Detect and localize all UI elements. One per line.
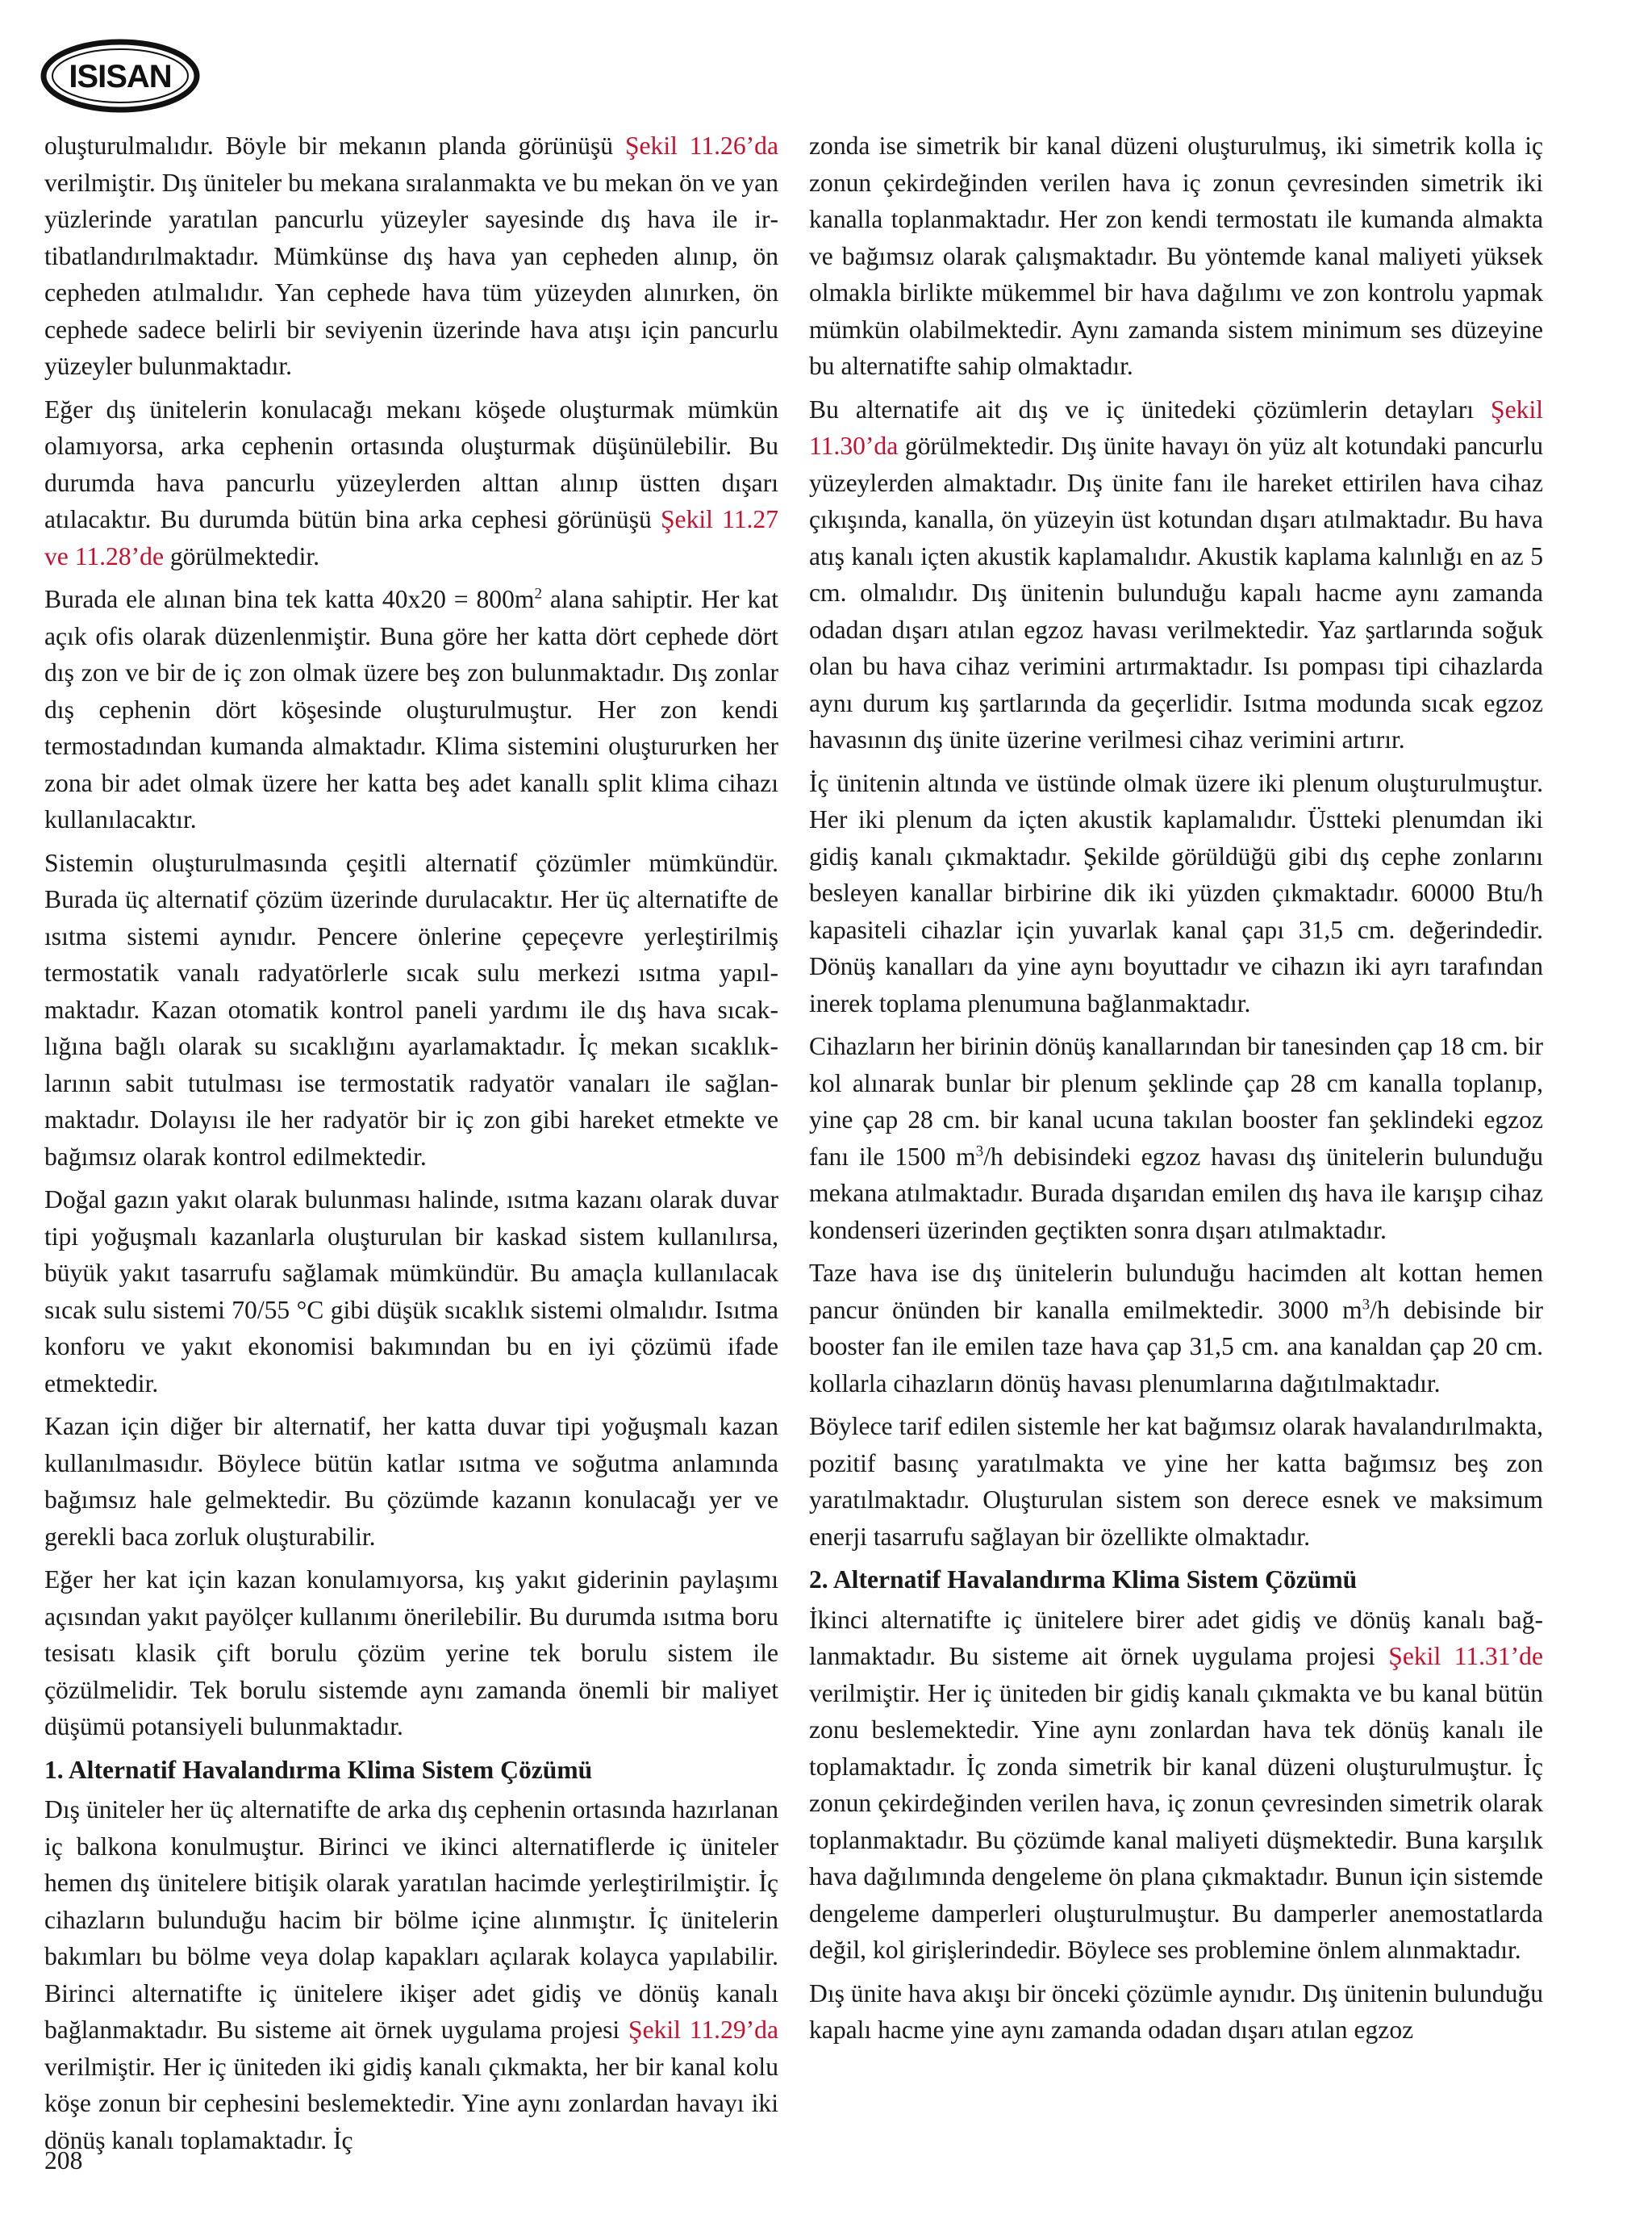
paragraph: Burada ele alınan bina tek katta $40x20 = 800m^2$ alana sahiptir. Her kat açık ofis olarak düzenlenmiştir. Buna göre her katta dört cephede dört dış zon ve bir de iç zon olmak üzere beş zon bulunmaktadır. Dış zonlar dış cephenin dört köşesinde oluşturulmuştur. Her zon kendi termostadından kumanda almaktadır. Klima sistemini oluştururken her zona bir adet olmak üzere her katta beş adet kanallı split klima cihazı kullanılacaktır.	[44, 585, 778, 833]
section-heading: 1. Alternatif Havalandırma Klima Sistem Çözümü	[44, 1755, 593, 1784]
paragraph: İç ünitenin altında ve üstünde olmak üzere iki plenum oluşturulmuştur. Her iki plenum da içten akustik kaplamalıdır. Üstteki plenumdan iki gidiş kanalı çıkmaktadır. Şekilde görüldüğü gibi dış cephe zonlarını besleyen kanallar birbirine dik iki yüzden çıkmaktadır. 60000 Btu/h kapasiteli cihazlar için yuvarlak kanal çapı 31,5 cm. değerindedir. Dönüş kanalları da yine aynı boyuttadır ve cihazın iki ayrı tarafından inerek toplama plenumuna bağlanmaktadır.	[809, 768, 1543, 1017]
paragraph: Eğer her kat için kazan konulamıyorsa, kış yakıt giderinin paylaşımı açısından yakıt payölçer kullanımı önerilebilir. Bu durumda ısıtma boru tesisatı klasik çift borulu çözüm yerine tek borulu sistem ile çözülmelidir. Tek borulu sistemde aynı zamanda önemli bir maliyet düşümü potansiyeli bulunmaktadır.	[44, 1565, 778, 1740]
figure-reference: Şekil 11.29’da	[628, 2016, 779, 2044]
page-number: 208	[44, 2146, 83, 2174]
superscript: 3	[1362, 1295, 1370, 1313]
paragraph: Doğal gazın yakıt olarak bulunması halinde, ısıtma kazanı olarak duvar tipi yoğuşmalı kazanlarla oluşturulan bir kaskad sistem kullanılırsa, büyük yakıt tasarrufu sağlamak mümkündür. Bu amaçla kullanılacak sıcak sulu sistemi 70/55 °C gibi düşük sıcaklık sistemi olmalıdır. Isıtma konforu ve yakıt ekonomisi bakımından bu en iyi çözümü ifade etmektedir.	[44, 1185, 778, 1397]
superscript: 2	[534, 585, 542, 603]
paragraph: Taze hava ise dış ünitelerin bulunduğu hacimden alt kottan hemen pancur önünden bir kanalla emilmektedir. 3000 $m^3/h$ debisinde bir booster fan ile emilen taze hava çap 31,5 cm. ana kanaldan çap 20 cm. kollarla cihazların dönüş havası plenumlarına dağıtılmaktadır.	[809, 1259, 1543, 1397]
paragraph: İkinci alternatifte iç ünitelere birer adet gidiş ve dönüş kanalı bağlanmaktadır. Bu sisteme ait örnek uygulama projesi Şekil 11.31’de verilmiştir. Her iç üniteden bir gidiş kanalı çıkmakta ve bu kanal bütün zonu beslemektedir. Yine aynı zonlardan hava tek dönüş kanalı ile toplamaktadır. İç zonda simetrik bir kanal düzeni oluşturulmuştur. İç zonun çekirdeğinden verilen hava, iç zonun çevresinden simetrik olarak toplanmaktadır. Bu çözümde kanal maliyeti düşmektedir. Buna karşılık hava dağılımında dengeleme ön plana çıkmaktadır. Bunun için sistemde dengeleme damperleri oluşturulmuştur. Bu damperler anemostatlarda değil, kol girişlerindedir. Böylece ses problemine önlem alınmaktadır.	[809, 1605, 1543, 1964]
left-column	[44, 127, 778, 2165]
paragraph: Böylece tarif edilen sistemle her kat bağımsız olarak havalandırılmakta, pozitif basınç yaratılmakta ve yine her katta bağımsız beş zon yaratılmaktadır. Oluşturulan sistem son derece esnek ve maksimum enerji tasarrufu sağlayan bir özellikte olmaktadır.	[809, 1412, 1543, 1551]
superscript: 3	[975, 1142, 984, 1159]
paragraph: Bu alternatife ait dış ve iç ünitedeki çözümlerin detayları Şekil 11.30’da görülmektedir. Dış ünite havayı ön yüz alt kotundaki pancurlu yüzeylerden almaktadır. Dış ünite fanı ile hareket ettirilen hava cihaz çıkışında, kanalla, ön yüzeyin üst kotundan dışarı atılmaktadır. Bu hava atış kanalı içten akustik kaplamalıdır. Akustik kaplama kalınlığı en az 5 cm. olmalıdır. Dış ünitenin bulunduğu kapalı hacme aynı zamanda odadan dışarı atılan egzoz havası verilmektedir. Yaz şartlarında soğuk olan bu hava cihaz verimini artırmaktadır. Isı pompası tipi cihazlarda aynı durum kış şartlarında da geçerlidir. Isıtma modunda sıcak egzoz havasının dış ünite üzerine verilmesi cihaz verimini artırır.	[809, 395, 1543, 754]
section-heading: 2. Alternatif Havalandırma Klima Sistem Çözümü	[809, 1565, 1358, 1594]
right-column	[809, 127, 1543, 2055]
paragraph: Dış üniteler her üç alternatifte de arka dış cephenin ortasında hazırlanan iç balkona konulmuştur. Birinci ve ikinci alternatiflerde iç üniteler hemen dış ünitelere bitişik olarak yaratılan hacimde yerleştirilmiştir. İç cihazların bulunduğu hacim bir bölme içine alınmıştır. İç ünitelerin bakımları bu bölme veya dolap kapakları açılarak kolayca yapılabilir. Birinci alternatifte iç ünitelere ikişer adet gidiş ve dönüş kanalı bağlanmaktadır. Bu sisteme ait örnek uygulama projesi Şekil 11.29’da verilmiştir. Her iç üniteden iki gidiş kanalı çıkmakta, her bir kanal kolu köşe zonun bir cephesini beslemektedir. Yine aynı zonlardan havayı iki dönüş kanalı toplamaktadır. İç	[44, 1795, 779, 2154]
logo-text: ISISAN	[69, 59, 172, 94]
paragraph: Sistemin oluşturulmasında çeşitli alternatif çözümler mümkündür. Burada üç alternatif çözüm üzerinde durulacaktır. Her üç alternatifte de ısıtma sistemi aynıdır. Pencere önlerine çepeçevre yerleştirilmiş termostatik vanalı radyatörlerle sıcak sulu merkezi ısıtma yapılmaktadır. Kazan otomatik kontrol paneli yardımı ile dış hava sıcaklığına bağlı olarak su sıcaklığını ayarlamaktadır. İç mekan sıcaklıklarının sabit tutulması ise termostatik radyatör vanaları ile sağlanmaktadır. Dolayısı ile her radyatör bir iç zon gibi hareket etmekte ve bağımsız olarak kontrol edilmektedir.	[44, 848, 778, 1171]
paragraph: Dış ünite hava akışı bir önceki çözümle aynıdır. Dış ünitenin bulunduğu kapalı hacme yine aynı zamanda odadan dışarı atılan egzoz	[809, 1978, 1543, 2044]
paragraph: Eğer dış ünitelerin konulacağı mekanı köşede oluşturmak mümkün olamıyorsa, arka cephenin ortasında oluşturmak düşünülebilir. Bu durumda hava pancurlu yüzeylerden alttan alınıp üstten dışarı atılacaktır. Bu durumda bütün bina arka cephesi görünüşü Şekil 11.27 ve 11.28’de görülmektedir.	[44, 395, 778, 570]
isisan-logo	[40, 39, 200, 113]
paragraph: oluşturulmalıdır. Böyle bir mekanın planda görünüşü Şekil 11.26’da verilmiştir. Dış üniteler bu mekana sıralanmakta ve bu mekan ön ve yan yüzlerinde yaratılan pancurlu yüzeyler sayesinde dış hava ile irtibatlandırılmaktadır. Mümkünse dış hava yan cepheden alınıp, ön cepheden atılmalıdır. Yan cephede hava tüm yüzeyden alınırken, ön cephede sadece belirli bir seviyenin üzerinde hava atışı için pancurlu yüzeyler bulunmaktadır.	[44, 132, 778, 380]
figure-reference: Şekil 11.27 ve 11.28’de	[44, 505, 778, 570]
paragraph: Kazan için diğer bir alternatif, her katta duvar tipi yoğuşmalı kazan kullanılmasıdır. Böylece bütün katlar ısıtma ve soğutma anlamında bağımsız hale gelmektedir. Bu çözümde kazanın konulacağı yer ve gerekli baca zorluk oluşturabilir.	[44, 1412, 778, 1551]
paragraph: Cihazların her birinin dönüş kanallarından bir tanesinden çap 18 cm. bir kol alınarak bunlar bir plenum şeklinde çap 28 cm kanalla toplanıp, yine çap 28 cm. bir kanal ucuna takılan booster fan şeklindeki egzoz fanı ile 1500 $m^3/h$ debisindeki egzoz havası dış ünitelerin bulunduğu mekana atılmaktadır. Burada dışarıdan emilen dış hava ile karışıp cihaz kondenseri üzerinden geçtikten sonra dışarı atılmaktadır.	[809, 1032, 1544, 1244]
figure-reference: Şekil 11.30’da	[809, 395, 1543, 460]
figure-reference: Şekil 11.31’de	[1388, 1642, 1543, 1670]
figure-reference: Şekil 11.26’da	[624, 132, 778, 160]
paragraph: zonda ise simetrik bir kanal düzeni oluşturulmuş, iki simetrik kolla iç zonun çekirdeğinden verilen hava iç zonun çevresinden simetrik iki kanalla toplanmaktadır. Her zon kendi termostatı ile kumanda almakta ve bağımsız olarak çalışmaktadır. Bu yöntemde kanal maliyeti yüksek olmakla birlikte mükemmel bir hava dağılımı ve zon kontrolu yapmak mümkün olabilmektedir. Aynı zamanda sistem minimum ses düzeyine bu alternatifte sahip olmaktadır.	[809, 132, 1543, 380]
